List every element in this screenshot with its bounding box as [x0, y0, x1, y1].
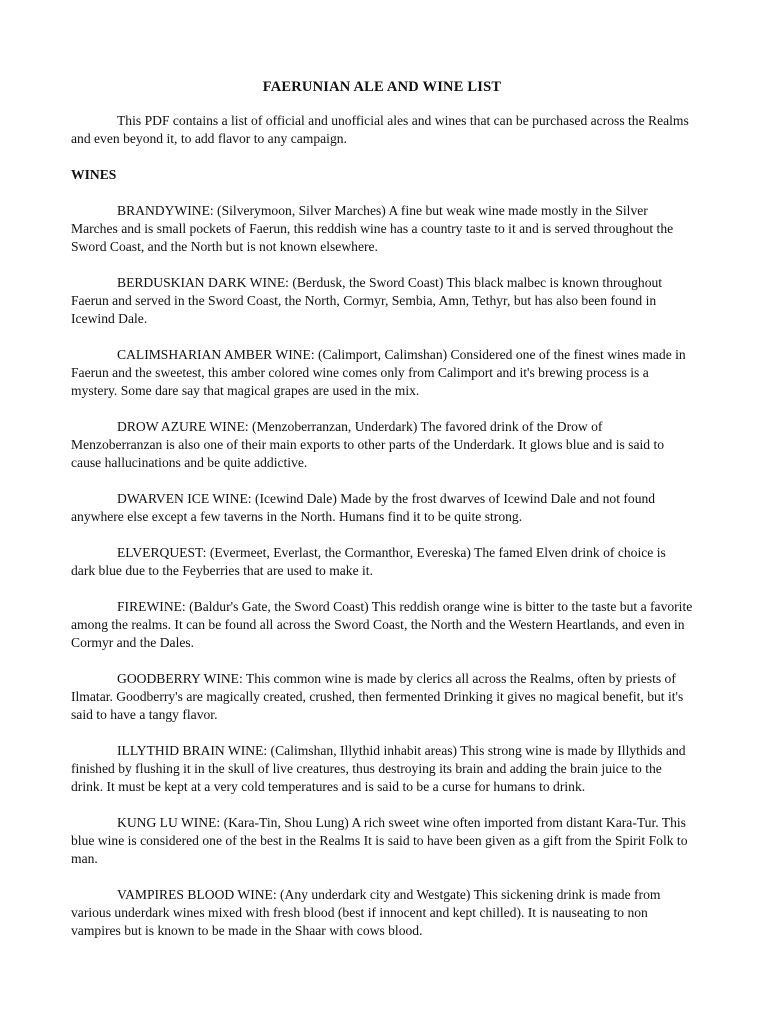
wine-entry-berduskian-dark-wine: BERDUSKIAN DARK WINE: (Berdusk, the Sword Coast) This black malbec is known throughout Faerun and served in the Sword Coast, the North, Cormyr, Sembia, Amn, Tethyr, but has also been found in Icewind Dale.: [71, 275, 663, 326]
document-page: [71, 78, 693, 958]
wine-entry-brandywine: BRANDYWINE: (Silverymoon, Silver Marches) A fine but weak wine made mostly in the Silver Marches and is small pockets of Faerun, this reddish wine has a country taste to it and is served throughout the Sword Coast, and the North but is not known elsewhere.: [71, 203, 674, 254]
section-heading-wines: WINES: [71, 167, 117, 182]
wine-entry-firewine: FIREWINE: (Baldur's Gate, the Sword Coast) This reddish orange wine is bitter to the taste but a favorite among the realms. It can be found all across the Sword Coast, the North and the Western Heartlands, and even in Cormyr and the Dales.: [71, 599, 693, 650]
wine-entry-calimsharian-amber-wine: CALIMSHARIAN AMBER WINE: (Calimport, Calimshan) Considered one of the finest wines made in Faerun and the sweetest, this amber colored wine comes only from Calimport and it's brewing process is a mystery. Some dare say that magical grapes are used in the mix.: [71, 347, 686, 398]
wine-entry-drow-azure-wine: DROW AZURE WINE: (Menzoberranzan, Underdark) The favored drink of the Drow of Menzoberranzan is also one of their main exports to other parts of the Underdark. It glows blue and is said to cause hallucinations and be quite addictive.: [71, 419, 665, 470]
document-title: FAERUNIAN ALE AND WINE LIST: [262, 79, 502, 95]
wine-entry-goodberry-wine: GOODBERRY WINE: This common wine is made by clerics all across the Realms, often by priests of Ilmatar. Goodberry's are magically created, crushed, then fermented Drinking it gives no magical benefit, but it's said to have a tangy flavor.: [71, 671, 684, 722]
wine-entry-dwarven-ice-wine: DWARVEN ICE WINE: (Icewind Dale) Made by the frost dwarves of Icewind Dale and not found anywhere else except a few taverns in the North. Humans find it to be quite strong.: [71, 491, 656, 524]
wine-entry-elverquest: ELVERQUEST: (Evermeet, Everlast, the Cormanthor, Evereska) The famed Elven drink of choice is dark blue due to the Feyberries that are used to make it.: [71, 545, 666, 578]
wine-entry-kung-lu-wine: KUNG LU WINE: (Kara-Tin, Shou Lung) A rich sweet wine often imported from distant Kara-Tur. This blue wine is considered one of the best in the Realms It is said to have been given as a gift from the Spirit Folk to man.: [71, 815, 688, 866]
wine-entry-illythid-brain-wine: ILLYTHID BRAIN WINE: (Calimshan, Illythid inhabit areas) This strong wine is made by Illythids and finished by flushing it in the skull of live creatures, thus destroying its brain and adding the brain juice to the drink. It must be kept at a very cold temperatures and is said to be a curse for humans to drink.: [71, 743, 686, 794]
wine-entry-vampires-blood-wine: VAMPIRES BLOOD WINE: (Any underdark city and Westgate) This sickening drink is made from various underdark wines mixed with fresh blood (best if innocent and kept chilled). It is nauseating to non vampires but is known to be made in the Shaar with cows blood.: [71, 887, 661, 938]
intro-paragraph: This PDF contains a list of official and unofficial ales and wines that can be purchased across the Realms and even beyond it, to add flavor to any campaign.: [71, 113, 689, 146]
